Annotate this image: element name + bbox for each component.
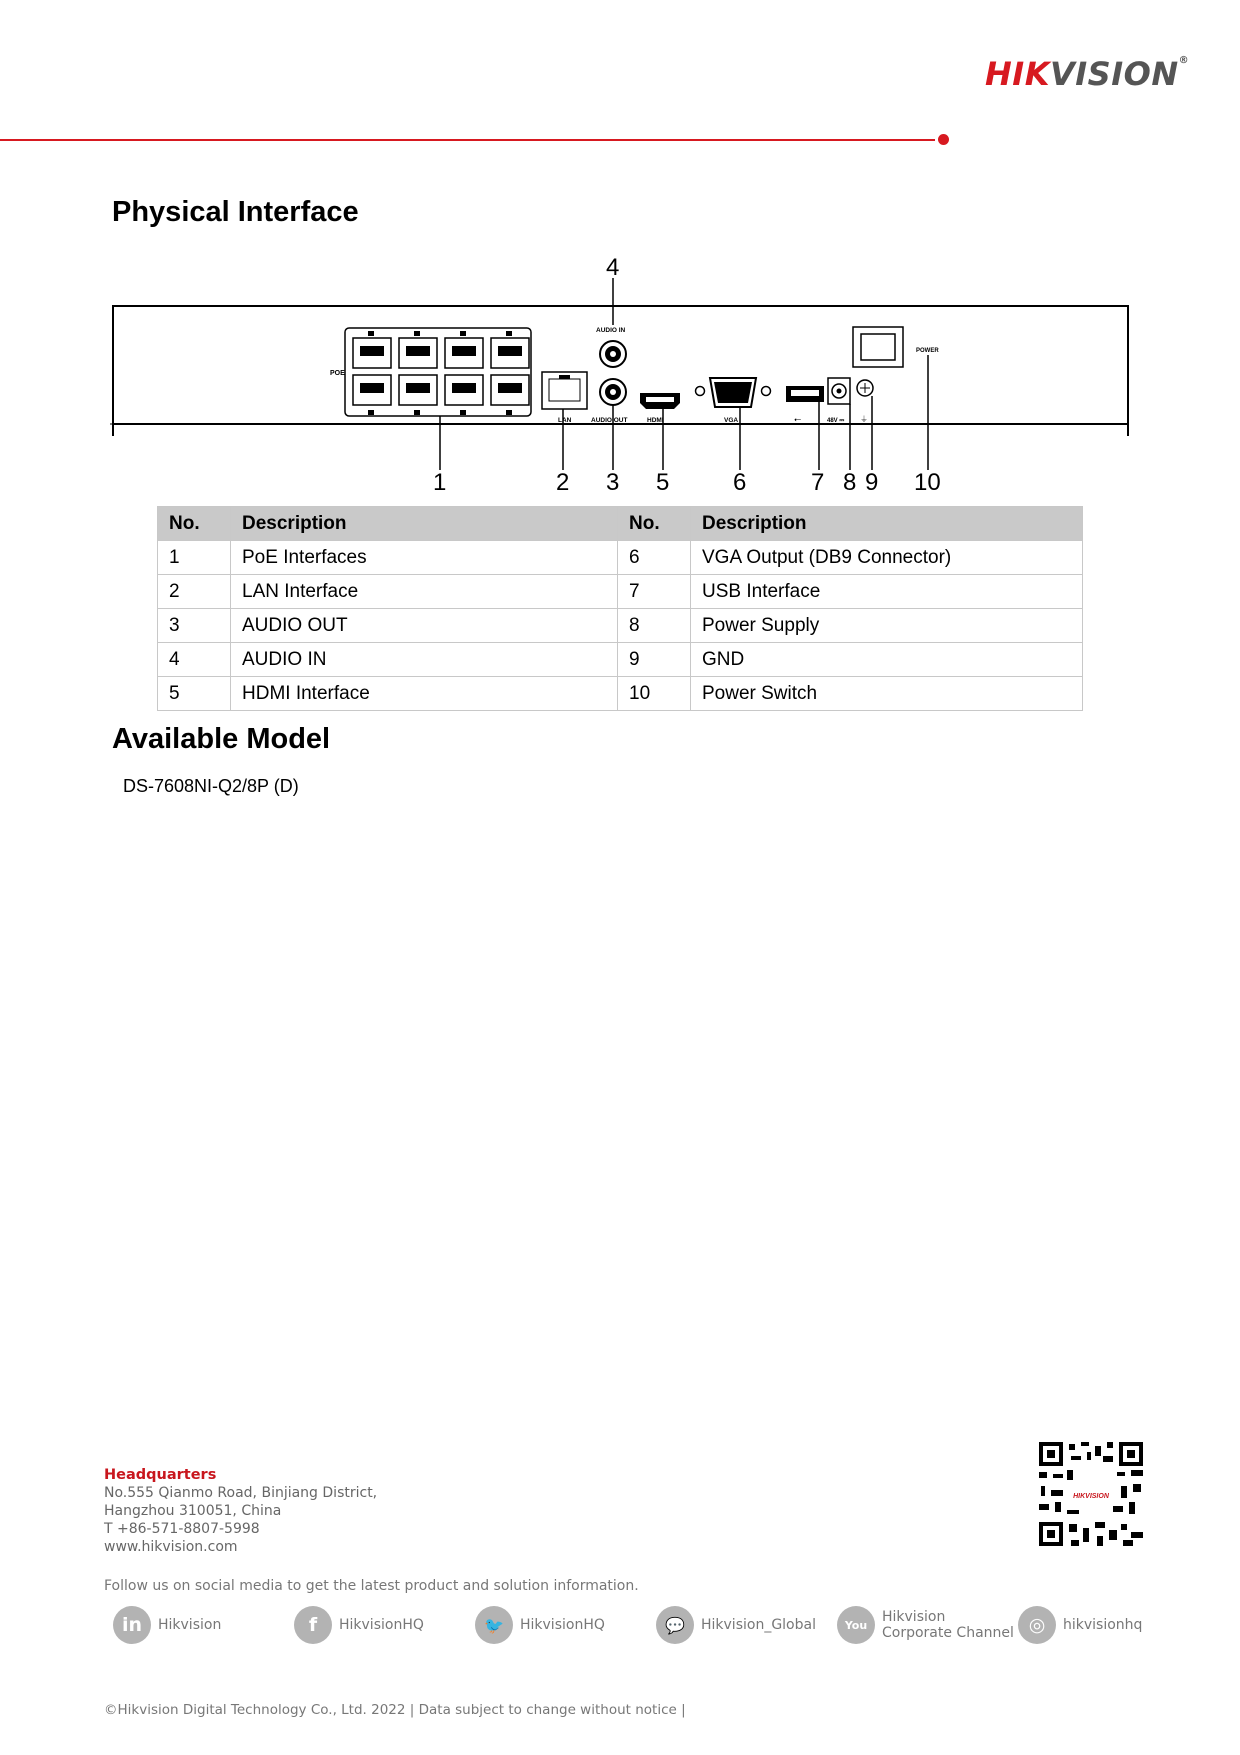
- social-label: HikvisionHQ: [520, 1617, 605, 1633]
- table-cell: GND: [691, 643, 1083, 677]
- callout-2: 2: [556, 469, 570, 496]
- table-row: [158, 541, 1083, 575]
- table-row: [158, 677, 1083, 711]
- table-cell: 2: [158, 575, 231, 609]
- table-cell: PoE Interfaces: [231, 541, 618, 575]
- social-label: [882, 1609, 1014, 1641]
- poe-ports: [330, 328, 531, 416]
- social-follow-text: Follow us on social media to get the latest product and solution information.: [104, 1578, 639, 1594]
- hq-phone: T +86-571-8807-5998: [104, 1521, 260, 1537]
- callout-10: 10: [914, 469, 941, 496]
- table-header-row: [158, 507, 1083, 541]
- table-row: [158, 575, 1083, 609]
- table-cell: AUDIO IN: [231, 643, 618, 677]
- callout-7: 7: [811, 469, 825, 496]
- callout-9: 9: [865, 469, 879, 496]
- model-number: DS-7608NI-Q2/8P (D): [123, 776, 299, 796]
- copyright-notice: ©Hikvision Digital Technology Co., Ltd. 2022 | Data subject to change without notice |: [104, 1702, 686, 1718]
- callout-5: 5: [656, 469, 670, 496]
- twitter-icon: 🐦: [475, 1606, 513, 1644]
- power-label: POWER: [916, 348, 939, 354]
- social-label-line: Corporate Channel: [882, 1625, 1014, 1641]
- table-cell: VGA Output (DB9 Connector): [691, 541, 1083, 575]
- qr-logo: HIKVISION: [1073, 1493, 1109, 1500]
- table-header-cell: No.: [618, 507, 691, 541]
- section-title-physical-interface: Physical Interface: [112, 196, 359, 228]
- social-facebook[interactable]: [294, 1605, 424, 1645]
- table-header-cell: Description: [691, 507, 1083, 541]
- ground-icon: ⏚: [860, 415, 868, 424]
- table-cell: Power Switch: [691, 677, 1083, 711]
- social-label: Hikvision: [158, 1617, 222, 1633]
- table-row: [158, 643, 1083, 677]
- wechat-icon: 💬: [656, 1606, 694, 1644]
- audio-in-label: AUDIO IN: [596, 327, 626, 334]
- social-label: hikvisionhq: [1063, 1617, 1143, 1633]
- table-cell: 3: [158, 609, 231, 643]
- social-linkedin[interactable]: [113, 1605, 221, 1645]
- dc-label: 48V ⎓: [827, 418, 845, 424]
- vga-label: VGA: [724, 417, 739, 424]
- social-label-line: Hikvision: [882, 1609, 946, 1625]
- usb-symbol-icon: ⭠: [794, 414, 802, 424]
- social-youtube[interactable]: [837, 1605, 1014, 1645]
- header-divider: [0, 139, 935, 141]
- table-row: [158, 609, 1083, 643]
- table-cell: 8: [618, 609, 691, 643]
- headquarters-block: [104, 1466, 377, 1556]
- table-cell: LAN Interface: [231, 575, 618, 609]
- interface-table: [157, 506, 1083, 711]
- hq-website-link[interactable]: www.hikvision.com: [104, 1539, 238, 1555]
- table-cell: USB Interface: [691, 575, 1083, 609]
- table-header-cell: Description: [231, 507, 618, 541]
- qr-code: [1037, 1440, 1145, 1548]
- table-cell: AUDIO OUT: [231, 609, 618, 643]
- table-cell: 1: [158, 541, 231, 575]
- callout-4: 4: [606, 254, 620, 281]
- instagram-icon: ◎: [1018, 1606, 1056, 1644]
- table-cell: HDMI Interface: [231, 677, 618, 711]
- table-cell: 5: [158, 677, 231, 711]
- table-cell: 7: [618, 575, 691, 609]
- facebook-icon: f: [294, 1606, 332, 1644]
- callout-8: 8: [843, 469, 857, 496]
- headquarters-title: Headquarters: [104, 1467, 217, 1483]
- table-cell: Power Supply: [691, 609, 1083, 643]
- audio-out-label: AUDIO OUT: [591, 417, 628, 424]
- rear-panel-diagram: [110, 250, 1135, 500]
- social-twitter[interactable]: [475, 1605, 605, 1645]
- social-instagram[interactable]: [1018, 1605, 1142, 1645]
- poe-label: POE: [330, 370, 345, 377]
- hq-address-line: Hangzhou 310051, China: [104, 1503, 282, 1519]
- social-label: Hikvision_Global: [701, 1617, 816, 1633]
- table-cell: 9: [618, 643, 691, 677]
- section-title-available-model: Available Model: [112, 723, 331, 755]
- youtube-icon: You: [837, 1606, 875, 1644]
- social-wechat[interactable]: [656, 1605, 816, 1645]
- callout-6: 6: [733, 469, 747, 496]
- header-divider-dot: [938, 134, 949, 145]
- table-header-cell: No.: [158, 507, 231, 541]
- callout-1: 1: [433, 469, 447, 496]
- social-label: HikvisionHQ: [339, 1617, 424, 1633]
- linkedin-icon: in: [113, 1606, 151, 1644]
- table-cell: 6: [618, 541, 691, 575]
- table-cell: 4: [158, 643, 231, 677]
- hdmi-label: HDMI: [647, 417, 664, 424]
- callout-3: 3: [606, 469, 620, 496]
- table-cell: 10: [618, 677, 691, 711]
- hq-address-line: No.555 Qianmo Road, Binjiang District,: [104, 1485, 378, 1501]
- lan-label: LAN: [558, 417, 572, 424]
- hikvision-logo: HIKVISION®: [985, 55, 1190, 93]
